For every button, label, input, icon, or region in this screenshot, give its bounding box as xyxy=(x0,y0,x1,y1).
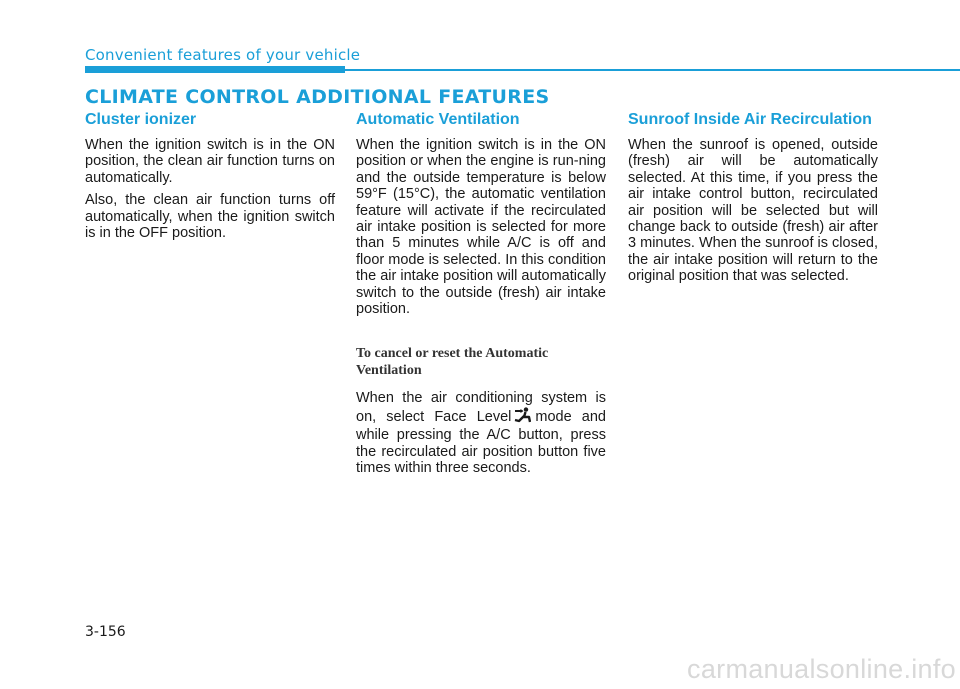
heading-cluster-ionizer: Cluster ionizer xyxy=(85,111,197,128)
paragraph: Also, the clean air function turns off automatically, when the ignition switch is in the OFF position. xyxy=(85,192,335,242)
column-automatic-ventilation xyxy=(356,111,606,483)
column-cluster-ionizer xyxy=(85,111,335,247)
text-before-icon: When the air conditioning system is on, select Face Level xyxy=(356,390,606,425)
paragraph: When the ignition switch is in the ON position or when the engine is run-ning and the outside temperature is below 59°F (15°C), the automatic ventilation feature will activate if the recirculated air intake position is selected for more than 5 minutes while A/C is off and floor mode is selected. In this condition the air intake position will automatically switch to the outside (fresh) air intake position. xyxy=(356,137,606,318)
header-accent-bar xyxy=(85,66,345,73)
watermark: carmanualsonline.info xyxy=(687,654,956,684)
paragraph: When the sunroof is opened, outside (fresh) air will be automatically selected. At this time, if you press the air intake control button, recirculated air position will be selected but will change back to outside (fresh) air after 3 minutes. When the sunroof is closed, the air intake position will return to the original position that was selected. xyxy=(628,137,878,285)
paragraph: When the ignition switch is in the ON position, the clean air function turns on automatically. xyxy=(85,137,335,186)
column-sunroof-recirculation xyxy=(628,111,878,291)
heading-sunroof-recirculation: Sunroof Inside Air Recirculation xyxy=(628,111,872,128)
heading-automatic-ventilation: Automatic Ventilation xyxy=(356,111,520,128)
header-rule xyxy=(345,69,960,71)
paragraph-with-icon xyxy=(356,390,606,476)
page-number: 3-156 xyxy=(85,624,126,640)
face-level-mode-icon xyxy=(513,407,531,427)
subheading-cancel-reset: To cancel or reset the Automatic Ventilation xyxy=(356,346,549,379)
header-label: Convenient features of your vehicle xyxy=(85,46,361,64)
text-after-icon: mode and while pressing the A/C button, press the recirculated air position button five times within three seconds. xyxy=(356,408,606,477)
section-title: CLIMATE CONTROL ADDITIONAL FEATURES xyxy=(85,86,550,108)
